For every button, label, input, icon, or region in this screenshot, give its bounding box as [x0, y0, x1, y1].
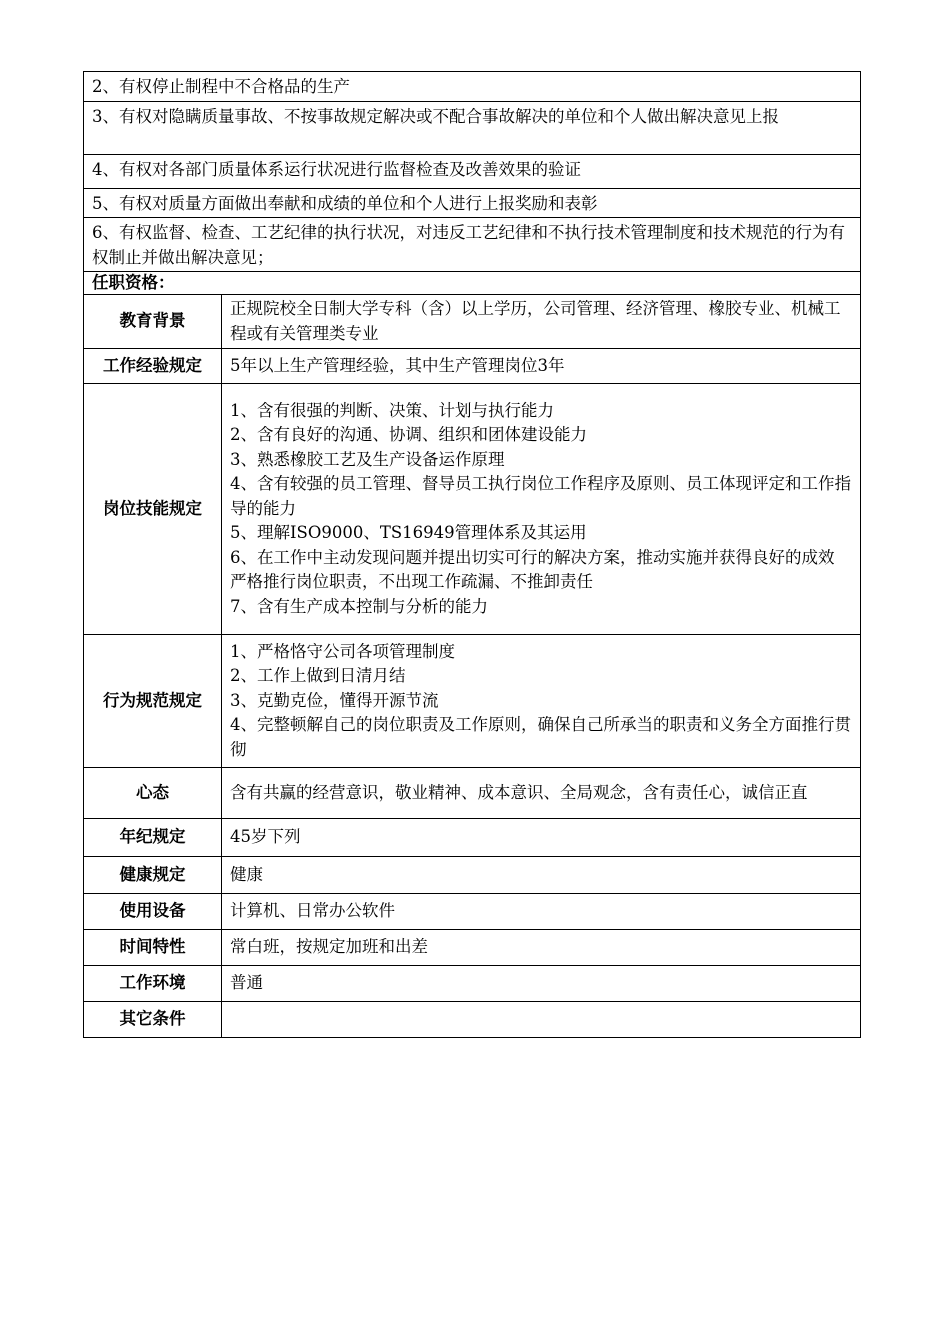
- authority-row: [84, 154, 861, 188]
- requirement-label: 心态: [84, 768, 222, 819]
- skill-line: 3、熟悉橡胶工艺及生产设备运作原理: [230, 449, 505, 469]
- requirement-value: 45岁下列: [222, 819, 861, 857]
- skill-line: 严格推行岗位职责，不出现工作疏漏、不推卸责任: [230, 572, 593, 592]
- authority-row: [84, 188, 861, 218]
- requirement-row-experience: [84, 349, 861, 384]
- requirement-label: 岗位技能规定: [84, 384, 222, 635]
- requirement-value: [222, 635, 861, 768]
- requirement-label: 健康规定: [84, 857, 222, 894]
- authority-item: 4、有权对各部门质量体系运行状况进行监督检查及改善效果的验证: [84, 154, 861, 188]
- authority-item: 5、有权对质量方面做出奉献和成绩的单位和个人进行上报奖励和表彰: [84, 188, 861, 218]
- requirement-label: 使用设备: [84, 894, 222, 930]
- requirement-row-conduct: [84, 635, 861, 768]
- authority-item: 6、有权监督、检查、工艺纪律的执行状况，对违反工艺纪律和不执行技术管理制度和技术规范的行为有权制止并做出解决意见；: [84, 218, 861, 272]
- requirement-value: 普通: [222, 966, 861, 1002]
- conduct-line: 2、工作上做到日清月结: [230, 666, 406, 686]
- requirement-label: 其它条件: [84, 1002, 222, 1038]
- requirement-value: 含有共赢的经营意识，敬业精神、成本意识、全局观念，含有责任心，诚信正直: [222, 768, 861, 819]
- requirement-value: [222, 384, 861, 635]
- requirement-value: 健康: [222, 857, 861, 894]
- conduct-line: 4、完整顿解自己的岗位职责及工作原则，确保自己所承当的职责和义务全方面推行贯彻: [230, 715, 851, 759]
- requirement-row-education: [84, 295, 861, 349]
- authority-item: 3、有权对隐瞒质量事故、不按事故规定解决或不配合事故解决的单位和个人做出解决意见上报: [84, 101, 861, 154]
- requirement-label: 行为规范规定: [84, 635, 222, 768]
- authority-row: [84, 72, 861, 102]
- requirement-row-attitude: [84, 768, 861, 819]
- requirement-row-other: [84, 1002, 861, 1038]
- requirement-label: 教育背景: [84, 295, 222, 349]
- qualifications-heading: 任职资格：: [84, 272, 861, 295]
- requirement-value: 正规院校全日制大学专科（含）以上学历，公司管理、经济管理、橡胶专业、机械工程或有关管理类专业: [222, 295, 861, 349]
- skill-line: 7、含有生产成本控制与分析的能力: [230, 596, 488, 616]
- authority-row: [84, 218, 861, 272]
- requirement-row-schedule: [84, 930, 861, 966]
- requirement-row-age: [84, 819, 861, 857]
- skill-line: 5、理解ISO9000、TS16949管理体系及其运用: [230, 523, 587, 543]
- skill-line: 2、含有良好的沟通、协调、组织和团体建设能力: [230, 425, 587, 445]
- conduct-line: 1、严格恪守公司各项管理制度: [230, 641, 455, 661]
- conduct-line: 3、克勤克俭，懂得开源节流: [230, 690, 439, 710]
- skill-line: 6、在工作中主动发现问题并提出切实可行的解决方案，推动实施并获得良好的成效: [230, 547, 835, 567]
- requirement-value: [222, 1002, 861, 1038]
- requirement-row-environment: [84, 966, 861, 1002]
- requirement-value: 5年以上生产管理经验，其中生产管理岗位3年: [222, 349, 861, 384]
- requirement-label: 年纪规定: [84, 819, 222, 857]
- job-description-table: [83, 71, 861, 1038]
- requirement-label: 时间特性: [84, 930, 222, 966]
- requirement-row-skills: [84, 384, 861, 635]
- skill-line: 4、含有较强的员工管理、督导员工执行岗位工作程序及原则、员工体现评定和工作指导的能力: [230, 474, 851, 518]
- requirement-value: 常白班，按规定加班和出差: [222, 930, 861, 966]
- skill-line: 1、含有很强的判断、决策、计划与执行能力: [230, 400, 554, 420]
- requirement-label: 工作环境: [84, 966, 222, 1002]
- requirement-row-health: [84, 857, 861, 894]
- requirement-row-equipment: [84, 894, 861, 930]
- qualifications-heading-row: [84, 272, 861, 295]
- requirement-label: 工作经验规定: [84, 349, 222, 384]
- authority-row: [84, 101, 861, 154]
- requirement-value: 计算机、日常办公软件: [222, 894, 861, 930]
- authority-item: 2、有权停止制程中不合格品的生产: [84, 72, 861, 102]
